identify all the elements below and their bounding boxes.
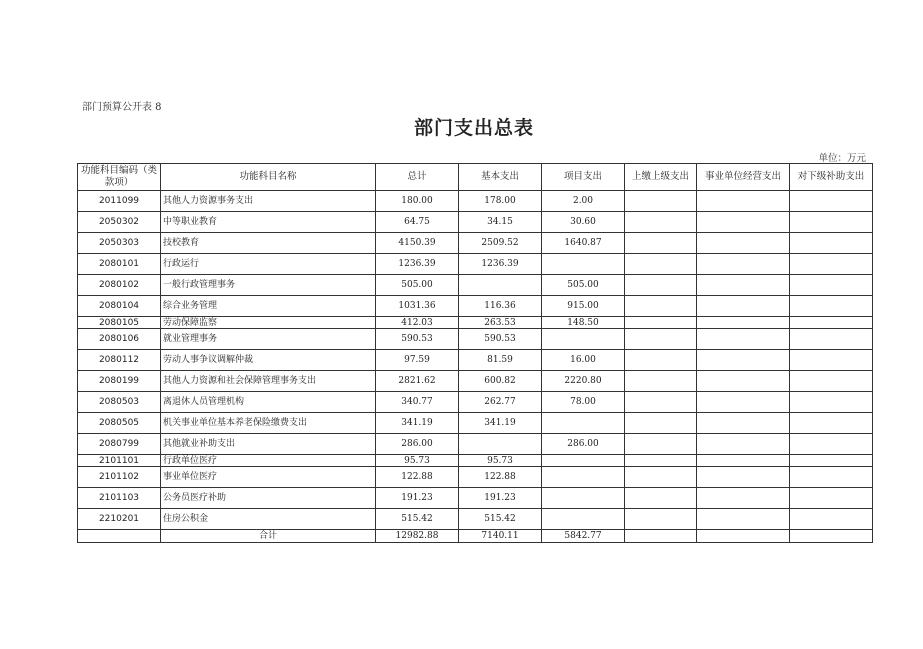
row-code: 2080505 [78, 413, 161, 434]
row-total: 180.00 [376, 191, 459, 212]
row-business [697, 254, 790, 275]
row-name: 技校教育 [161, 233, 376, 254]
row-upper [625, 296, 697, 317]
row-name: 劳动保障监察 [161, 317, 376, 329]
row-business [697, 371, 790, 392]
row-project [542, 455, 625, 467]
row-upper [625, 212, 697, 233]
table-row [78, 296, 873, 317]
totals-business [697, 530, 790, 543]
row-total: 64.75 [376, 212, 459, 233]
row-code: 2080199 [78, 371, 161, 392]
totals-row [78, 530, 873, 543]
row-business [697, 467, 790, 488]
row-project: 505.00 [542, 275, 625, 296]
page-title: 部门支出总表 [413, 117, 534, 139]
row-code: 2080102 [78, 275, 161, 296]
row-upper [625, 329, 697, 350]
row-name: 机关事业单位基本养老保险缴费支出 [161, 413, 376, 434]
row-code: 2080799 [78, 434, 161, 455]
row-subsidy [790, 455, 873, 467]
row-basic: 122.88 [459, 467, 542, 488]
row-basic: 262.77 [459, 392, 542, 413]
row-business [697, 350, 790, 371]
row-business [697, 413, 790, 434]
row-name: 其他就业补助支出 [161, 434, 376, 455]
row-total: 412.03 [376, 317, 459, 329]
row-name: 中等职业教育 [161, 212, 376, 233]
row-subsidy [790, 296, 873, 317]
row-project: 286.00 [542, 434, 625, 455]
row-name: 行政单位医疗 [161, 455, 376, 467]
row-total: 515.42 [376, 509, 459, 530]
row-project [542, 254, 625, 275]
row-total: 341.19 [376, 413, 459, 434]
row-basic: 515.42 [459, 509, 542, 530]
row-subsidy [790, 350, 873, 371]
row-subsidy [790, 371, 873, 392]
row-project [542, 488, 625, 509]
row-name: 住房公积金 [161, 509, 376, 530]
row-code: 2101101 [78, 455, 161, 467]
row-total: 1236.39 [376, 254, 459, 275]
table-row [78, 467, 873, 488]
column-header-subsidy: 对下级补助支出 [790, 164, 873, 191]
row-project: 915.00 [542, 296, 625, 317]
table-row [78, 275, 873, 296]
row-basic: 34.15 [459, 212, 542, 233]
row-basic [459, 434, 542, 455]
totals-project: 5842.77 [542, 530, 625, 543]
row-upper [625, 467, 697, 488]
row-project: 16.00 [542, 350, 625, 371]
row-subsidy [790, 392, 873, 413]
row-code: 2210201 [78, 509, 161, 530]
table-row [78, 455, 873, 467]
row-business [697, 233, 790, 254]
column-header-name: 功能科目名称 [161, 164, 376, 191]
row-basic: 2509.52 [459, 233, 542, 254]
row-business [697, 392, 790, 413]
row-code: 2080104 [78, 296, 161, 317]
row-basic: 1236.39 [459, 254, 542, 275]
table-row [78, 317, 873, 329]
row-code: 2101102 [78, 467, 161, 488]
row-project [542, 509, 625, 530]
row-code: 2080112 [78, 350, 161, 371]
column-header-basic: 基本支出 [459, 164, 542, 191]
row-project [542, 413, 625, 434]
totals-label: 合计 [161, 530, 376, 543]
row-basic: 95.73 [459, 455, 542, 467]
row-basic: 116.36 [459, 296, 542, 317]
column-header-code: 功能科目编码（类款项） [78, 164, 161, 191]
row-subsidy [790, 329, 873, 350]
row-total: 340.77 [376, 392, 459, 413]
row-upper [625, 488, 697, 509]
row-name: 综合业务管理 [161, 296, 376, 317]
expenditure-table [77, 163, 873, 543]
table-row [78, 254, 873, 275]
row-name: 离退休人员管理机构 [161, 392, 376, 413]
row-upper [625, 509, 697, 530]
totals-basic: 7140.11 [459, 530, 542, 543]
row-subsidy [790, 488, 873, 509]
row-code: 2050303 [78, 233, 161, 254]
column-header-project: 项目支出 [542, 164, 625, 191]
table-row [78, 329, 873, 350]
row-business [697, 317, 790, 329]
row-business [697, 296, 790, 317]
row-code: 2080503 [78, 392, 161, 413]
row-name: 其他人力资源和社会保障管理事务支出 [161, 371, 376, 392]
table-header-row [78, 164, 873, 191]
row-project: 2.00 [542, 191, 625, 212]
row-basic: 263.53 [459, 317, 542, 329]
row-subsidy [790, 254, 873, 275]
row-name: 行政运行 [161, 254, 376, 275]
row-upper [625, 371, 697, 392]
row-project: 1640.87 [542, 233, 625, 254]
row-upper [625, 413, 697, 434]
row-subsidy [790, 413, 873, 434]
row-business [697, 191, 790, 212]
row-subsidy [790, 191, 873, 212]
table-row [78, 350, 873, 371]
table-row [78, 212, 873, 233]
row-basic: 178.00 [459, 191, 542, 212]
column-header-upper: 上缴上级支出 [625, 164, 697, 191]
row-upper [625, 455, 697, 467]
row-upper [625, 434, 697, 455]
row-total: 122.88 [376, 467, 459, 488]
row-project: 78.00 [542, 392, 625, 413]
column-header-business: 事业单位经营支出 [697, 164, 790, 191]
row-subsidy [790, 434, 873, 455]
table-row [78, 371, 873, 392]
row-upper [625, 191, 697, 212]
document-label: 部门预算公开表 8 [82, 102, 162, 113]
row-project [542, 329, 625, 350]
row-total: 2821.62 [376, 371, 459, 392]
row-subsidy [790, 212, 873, 233]
totals-total: 12982.88 [376, 530, 459, 543]
table-row [78, 233, 873, 254]
table-row [78, 191, 873, 212]
row-business [697, 329, 790, 350]
row-total: 590.53 [376, 329, 459, 350]
row-name: 就业管理事务 [161, 329, 376, 350]
row-total: 286.00 [376, 434, 459, 455]
table-row [78, 413, 873, 434]
totals-subsidy [790, 530, 873, 543]
row-upper [625, 254, 697, 275]
row-total: 97.59 [376, 350, 459, 371]
row-code: 2080101 [78, 254, 161, 275]
row-project [542, 467, 625, 488]
totals-upper [625, 530, 697, 543]
row-upper [625, 317, 697, 329]
row-code: 2101103 [78, 488, 161, 509]
table-body [78, 191, 873, 530]
row-upper [625, 275, 697, 296]
row-name: 劳动人事争议调解仲裁 [161, 350, 376, 371]
row-project: 2220.80 [542, 371, 625, 392]
row-upper [625, 350, 697, 371]
row-total: 191.23 [376, 488, 459, 509]
row-subsidy [790, 317, 873, 329]
row-business [697, 275, 790, 296]
row-code: 2080105 [78, 317, 161, 329]
row-name: 事业单位医疗 [161, 467, 376, 488]
row-basic: 590.53 [459, 329, 542, 350]
table-row [78, 509, 873, 530]
row-basic: 81.59 [459, 350, 542, 371]
row-name: 公务员医疗补助 [161, 488, 376, 509]
row-total: 505.00 [376, 275, 459, 296]
row-total: 4150.39 [376, 233, 459, 254]
unit-label: 单位：万元 [818, 153, 866, 164]
row-name: 一般行政管理事务 [161, 275, 376, 296]
row-basic: 191.23 [459, 488, 542, 509]
row-business [697, 434, 790, 455]
row-subsidy [790, 467, 873, 488]
table-row [78, 392, 873, 413]
row-subsidy [790, 509, 873, 530]
row-upper [625, 392, 697, 413]
row-business [697, 509, 790, 530]
table-row [78, 434, 873, 455]
row-code: 2011099 [78, 191, 161, 212]
row-name: 其他人力资源事务支出 [161, 191, 376, 212]
totals-code-cell [78, 530, 161, 543]
row-subsidy [790, 275, 873, 296]
row-total: 95.73 [376, 455, 459, 467]
row-business [697, 455, 790, 467]
row-project: 30.60 [542, 212, 625, 233]
row-code: 2050302 [78, 212, 161, 233]
row-basic: 600.82 [459, 371, 542, 392]
row-business [697, 488, 790, 509]
column-header-total: 总计 [376, 164, 459, 191]
row-subsidy [790, 233, 873, 254]
row-total: 1031.36 [376, 296, 459, 317]
row-basic [459, 275, 542, 296]
row-code: 2080106 [78, 329, 161, 350]
row-project: 148.50 [542, 317, 625, 329]
table-row [78, 488, 873, 509]
row-upper [625, 233, 697, 254]
row-basic: 341.19 [459, 413, 542, 434]
row-business [697, 212, 790, 233]
